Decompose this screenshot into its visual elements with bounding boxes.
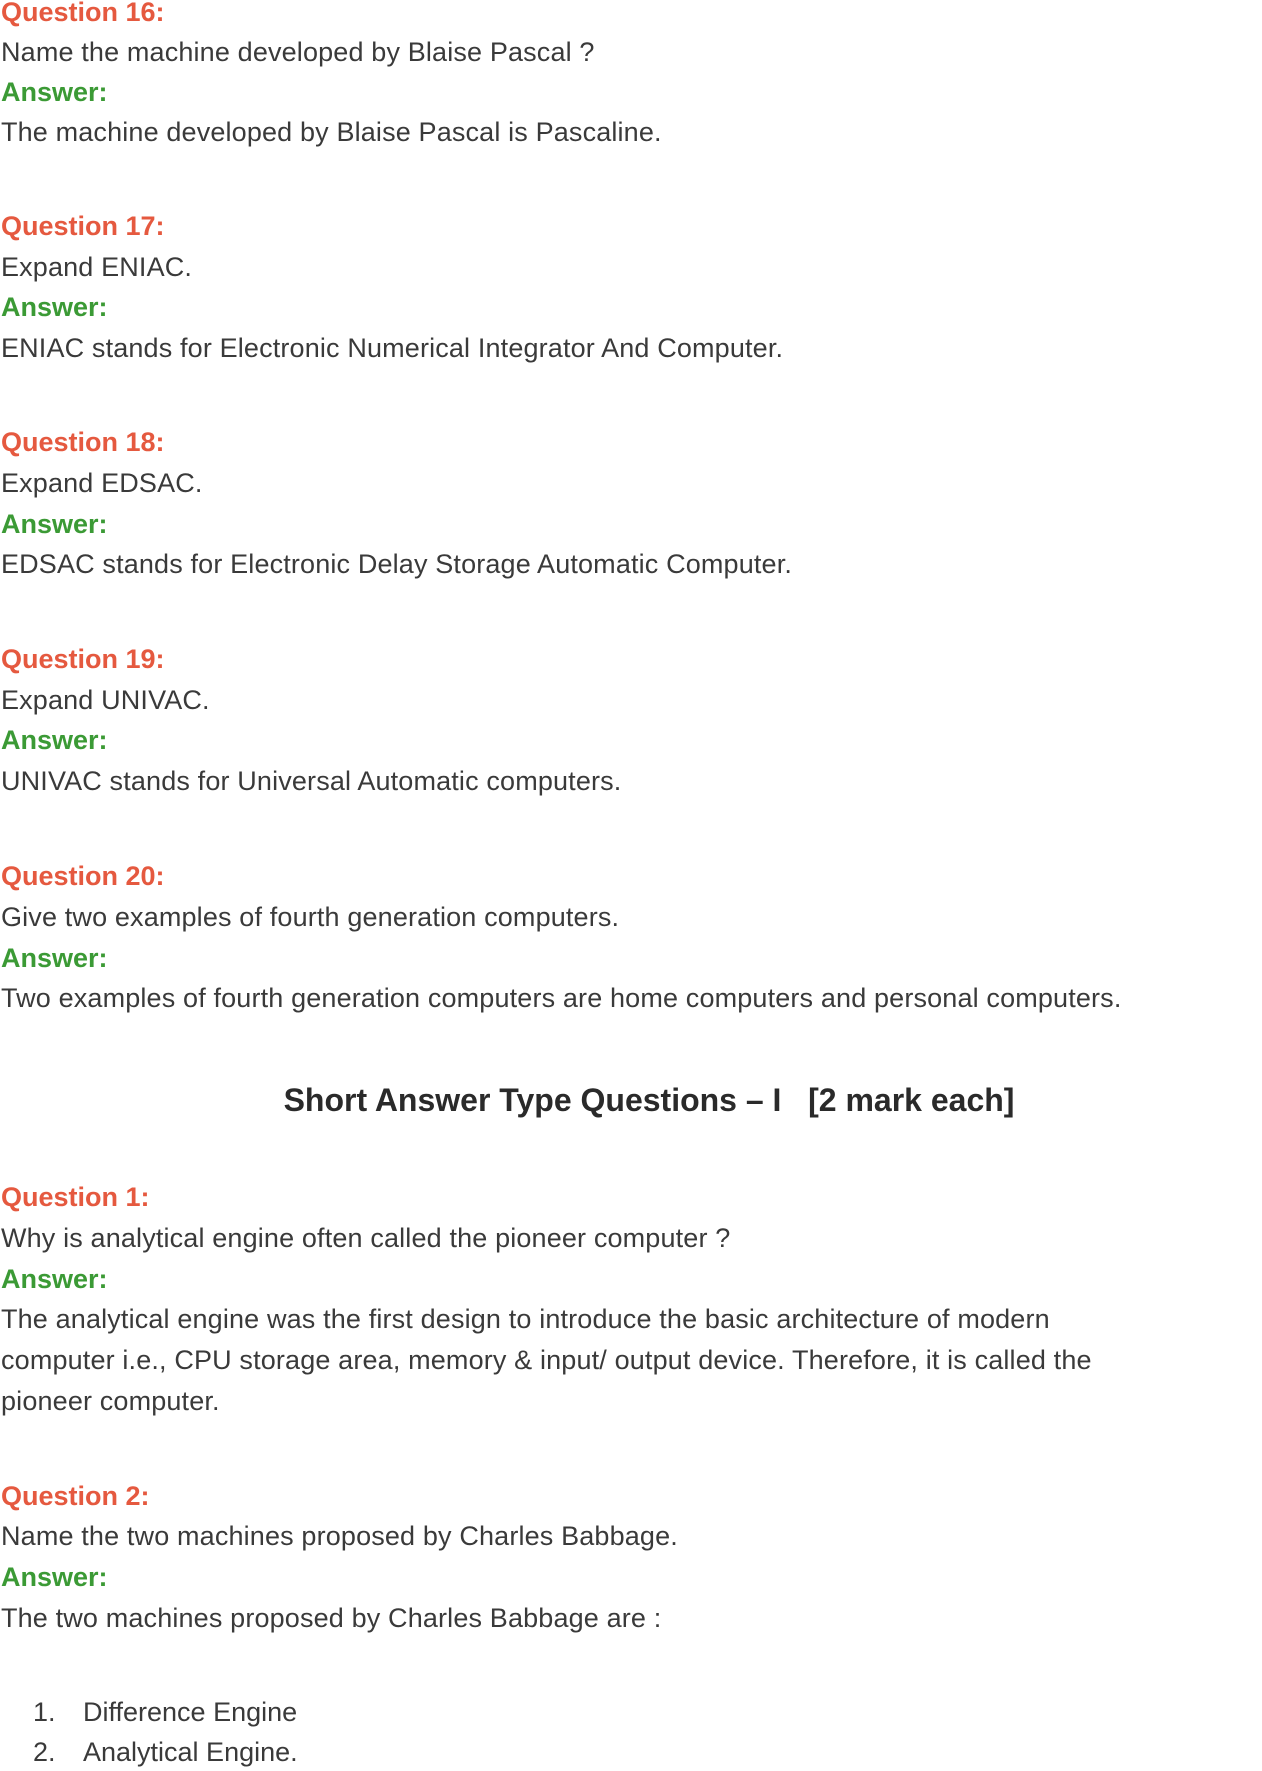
section-heading: Short Answer Type Questions – I [2 mark each] <box>283 1082 1015 1118</box>
question-20-answer-label: Answer: <box>1 943 108 973</box>
question-20-answer-text: Two examples of fourth generation computers are home computers and personal computers. <box>1 983 1122 1013</box>
question-19-answer-label: Answer: <box>1 725 108 755</box>
list-item <box>33 1734 298 1770</box>
short-question-1-text: Why is analytical engine often called the pioneer computer ? <box>1 1223 731 1253</box>
short-question-1-answer-line-1: The analytical engine was the first design to introduce the basic architecture of modern <box>1 1304 1050 1334</box>
short-question-1-label: Question 1: <box>1 1182 150 1212</box>
short-question-2-label: Question 2: <box>1 1481 150 1511</box>
question-18-label: Question 18: <box>1 427 165 457</box>
question-16-answer-text: The machine developed by Blaise Pascal is Pascaline. <box>1 117 662 147</box>
question-17-answer-label: Answer: <box>1 292 108 322</box>
question-20-label: Question 20: <box>1 861 165 891</box>
question-19-label: Question 19: <box>1 644 165 674</box>
short-question-1-answer-line-2: computer i.e., CPU storage area, memory & input/ output device. Therefore, it is called the <box>1 1345 1092 1375</box>
list-item-text: Difference Engine <box>83 1697 298 1727</box>
question-18-answer-label: Answer: <box>1 509 108 539</box>
list-item <box>33 1694 297 1730</box>
question-19-answer-text: UNIVAC stands for Universal Automatic computers. <box>1 766 622 796</box>
question-17-text: Expand ENIAC. <box>1 252 193 282</box>
list-item-text: Analytical Engine. <box>83 1737 298 1767</box>
short-question-2-answer-text: The two machines proposed by Charles Babbage are : <box>1 1603 662 1633</box>
question-17-label: Question 17: <box>1 211 165 241</box>
question-18-text: Expand EDSAC. <box>1 468 203 498</box>
list-item-number: 1. <box>33 1697 56 1727</box>
question-18-answer-text: EDSAC stands for Electronic Delay Storage Automatic Computer. <box>1 549 793 579</box>
short-question-2-text: Name the two machines proposed by Charles Babbage. <box>1 1521 678 1551</box>
short-question-1-answer-line-3: pioneer computer. <box>1 1386 220 1416</box>
question-16-text: Name the machine developed by Blaise Pascal ? <box>1 37 595 67</box>
question-16-answer-label: Answer: <box>1 77 108 107</box>
question-16-label: Question 16: <box>1 0 165 27</box>
question-20-text: Give two examples of fourth generation computers. <box>1 902 620 932</box>
question-17-answer-text: ENIAC stands for Electronic Numerical Integrator And Computer. <box>1 333 784 363</box>
question-19-text: Expand UNIVAC. <box>1 685 210 715</box>
list-item-number: 2. <box>33 1737 56 1767</box>
short-question-2-answer-label: Answer: <box>1 1562 108 1592</box>
short-question-1-answer-label: Answer: <box>1 1264 108 1294</box>
